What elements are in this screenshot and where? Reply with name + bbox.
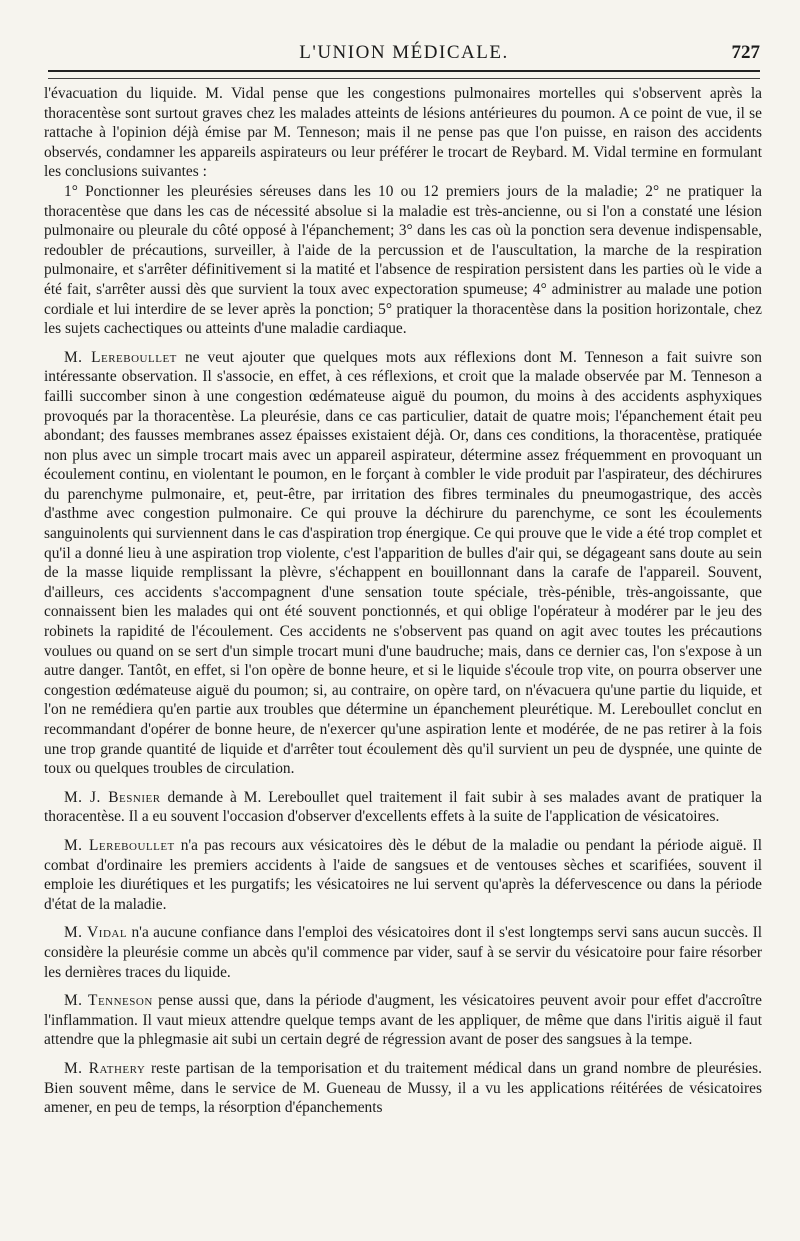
paragraph-vidal-summary <box>44 84 762 182</box>
running-head <box>48 30 760 72</box>
speaker-name: M. Tenneson <box>64 992 153 1010</box>
paragraph-text: n'a aucune confiance dans l'emploi des vésicatoires dont il s'est longtemps servi sans aucun succès. Il considère la pleurésie comme un abcès qu'il commence par vider, sauf à se servir du vésicatoire pour faire résorber les dernières traces du liquide. <box>44 924 762 981</box>
paragraph-text: 1° Ponctionner les pleurésies séreuses dans les 10 ou 12 premiers jours de la maladie; 2° ne pratiquer la thoracentèse que dans les cas de nécessité absolue si la maladie est très-ancienne, ou si l'on a constaté une lésion pulmonaire ou pleurale du côté opposé à l'épanchement; 3° dans les cas où la ponction sera devenue indispensable, redoubler de précautions, surveiller, à l'aide de la percussion et de l'auscultation, la marche de la respiration pulmonaire, et s'arrêter définitivement si la matité et l'absence de respiration persistent dans les parties où le vide a été fait, s'arrêter aussi dès que survient la toux avec expectoration spumeuse; 4° administrer au malade une potion cordiale et lui interdire de se lever après la ponction; 5° pratiquer la thoracentèse dans la position horizontale, chez les sujets cachectiques ou atteints d'une maladie cardiaque. <box>44 182 762 338</box>
speaker-name: M. J. Besnier <box>64 788 161 806</box>
header-rule <box>48 78 760 79</box>
paragraph-text: reste partisan de la temporisation et du traitement médical dans un grand nombre de pleurésies. Bien souvent même, dans le service de M. Gueneau de Mussy, il a vu les applications réitérées de vésicatoires amener, en peu de temps, la résorption d'épanchements <box>44 1059 762 1117</box>
speaker-name: M. Rathery <box>64 1059 146 1077</box>
page-number: 727 <box>731 42 760 63</box>
paragraph-lereboullet-2 <box>44 836 762 914</box>
running-title: L'UNION MÉDICALE. <box>299 42 509 63</box>
speaker-name: M. Vidal <box>64 924 128 942</box>
speaker-name: M. Lereboullet <box>64 836 175 854</box>
paragraph-besnier <box>44 788 762 827</box>
speaker-name: M. Lereboullet <box>64 348 177 366</box>
paragraph-rathery <box>44 1059 762 1118</box>
article-body <box>44 84 762 1118</box>
paragraph-lereboullet-1 <box>44 348 762 779</box>
paragraph-text: demande à M. Lereboullet quel traitement il fait subir à ses malades avant de pratiquer la thoracentèse. Il a eu souvent l'occasion d'observer d'excellents effets à la suite de l'application de vésicatoires. <box>44 788 762 826</box>
paragraph-tenneson <box>44 991 762 1050</box>
paragraph-conclusions <box>44 182 762 339</box>
paragraph-text: n'a pas recours aux vésicatoires dès le début de la maladie ou pendant la période aiguë. Il combat d'ordinaire les premiers accidents à l'aide de sangsues et de ventouses sèches et scarifiées, souvent il emploie les diurétiques et les purgatifs; les vésicatoires ne lui servent qu'après la défervescence ou dans la période d'état de la maladie. <box>44 836 762 913</box>
paragraph-text: ne veut ajouter que quelques mots aux réflexions dont M. Tenneson a fait suivre son intéressante observation. Il s'associe, en effet, à ces réflexions, et croit que la malade observée par M. Tenneson a failli succomber sinon à une congestion œdémateuse aiguë du poumon, du moins à des accidents asphyxiques provoqués par la thoracentèse. La pleurésie, dans ce cas particulier, datait de quatre mois; l'épanchement était peu abondant; des fausses membranes assez épaisses existaient déjà. Or, dans ces conditions, la thoracentèse, pratiquée non plus avec un simple trocart mais avec un appareil aspirateur, détermine assez fréquemment en provoquant un écoulement continu, en violentant le poumon, en le forçant à combler le vide produit par l'aspirateur, des déchirures du parenchyme pulmonaire, et, peut-être, par irritation des fibres terminales du pneumogastrique, des accès d'asthme avec congestion pulmonaire. Ce qui prouve la déchirure du parenchyme, ce sont les écoulements sanguinolents qui surviennent dans le cas d'aspiration trop énergique. Ce qui prouve que le vide a été trop complet et qu'il a donné lieu à une aspiration trop violente, c'est l'apparition de bulles d'air qui, se dégageant sans doute au sein de la masse liquide remplissant la plèvre, s'échappent en bouillonnant dans la carafe de l'appareil. Souvent, d'ailleurs, ces accidents s'accompagnent d'une sensation toute spéciale, très-pénible, très-angoissante, que connaissent bien les malades qui ont été souvent ponctionnés, et qui oblige l'opérateur à modérer par le jeu des robinets la rapidité de l'écoulement. Ces accidents ne s'observent pas quand on agit avec toutes les précautions voulues ou quand on se sert d'un simple trocart muni d'une baudruche; mais, dans ce dernier cas, l'on s'expose à un autre danger. Tantôt, en effet, si l'on opère de bonne heure, et si le liquide s'écoule trop vite, on pourra observer une congestion œdémateuse aiguë du poumon; si, au contraire, on opère tard, on n'évacuera qu'une partie du liquide, et l'on ne remédiera qu'en partie aux troubles que détermine un épanchement pleurétique. M. Lereboullet conclut en recommandant d'opérer de bonne heure, de n'exercer qu'une aspiration lente et modérée, de ne pas retirer à la fois une trop grande quantité de liquide et d'arrêter tout écoulement dès qu'il survient un peu de dyspnée, une quinte de toux ou quelques troubles de circulation. <box>44 348 762 778</box>
paragraph-text: pense aussi que, dans la période d'augment, les vésicatoires peuvent avoir pour effet d'accroître l'inflammation. Il vaut mieux attendre quelque temps avant de les appliquer, de même que dans l'iritis aiguë il faut attendre que la phlegmasie ait subi un certain degré de régression avant de poser des sangsues à la tempe. <box>44 992 762 1049</box>
paragraph-text: l'évacuation du liquide. M. Vidal pense que les congestions pulmonaires mortelles qui s'observent après la thoracentèse sont surtout graves chez les malades atteints de lésions antérieures du poumon. A ce point de vue, il se rattache à l'opinion déjà émise par M. Tenneson; mais il ne pense pas que l'on puisse, en raison des accidents observés, condamner les appareils aspirateurs ou leur préférer le trocart de Reybard. M. Vidal termine en formulant les conclusions suivantes : <box>44 85 762 181</box>
paragraph-vidal <box>44 923 762 982</box>
